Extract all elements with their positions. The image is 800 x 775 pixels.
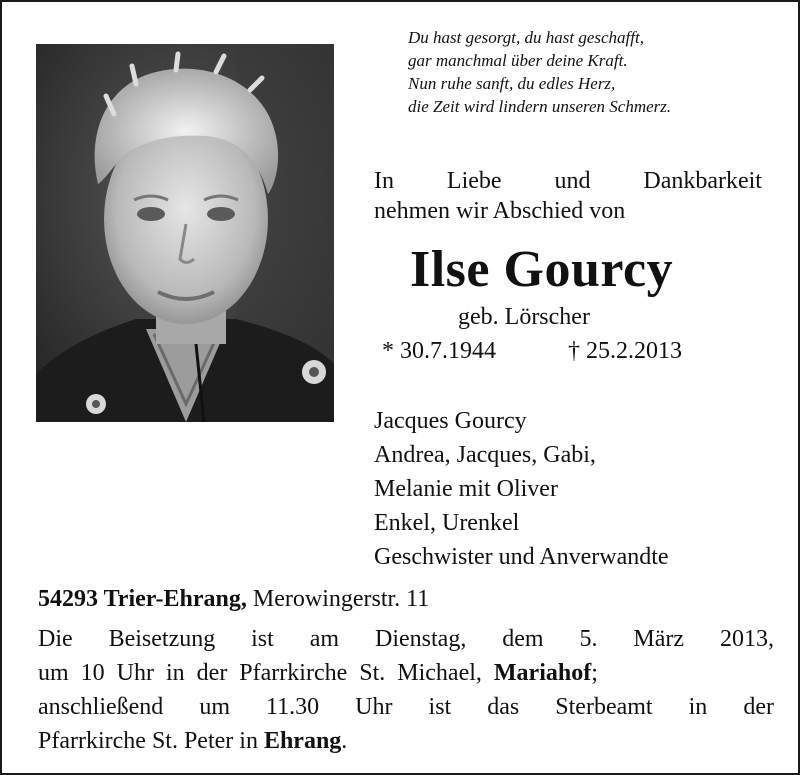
life-dates bbox=[382, 336, 712, 366]
death-date: † 25.2.2013 bbox=[568, 338, 682, 364]
deceased-name: Ilse Gourcy bbox=[410, 241, 674, 298]
memorial-poem bbox=[408, 26, 788, 118]
funeral-text: um 10 Uhr in der Pfarrkirche St. Michael, bbox=[38, 660, 482, 686]
funeral-word: am bbox=[309, 626, 340, 652]
intro-line-2: nehmen wir Abschied von bbox=[374, 198, 626, 224]
address-city: 54293 Trier-Ehrang, bbox=[38, 586, 247, 612]
mourner-line: Melanie mit Oliver bbox=[374, 476, 558, 502]
funeral-word: das bbox=[487, 694, 520, 720]
funeral-word: Die bbox=[38, 626, 73, 652]
address-street: Merowingerstr. 11 bbox=[252, 586, 430, 612]
funeral-line-1 bbox=[38, 622, 774, 656]
intro-line-1 bbox=[374, 166, 762, 196]
funeral-word: Dienstag, bbox=[375, 626, 467, 652]
funeral-word: dem bbox=[502, 626, 544, 652]
mourners-list bbox=[374, 404, 784, 574]
funeral-line-4 bbox=[38, 724, 774, 758]
intro-word: und bbox=[554, 168, 591, 194]
family-address bbox=[38, 584, 429, 614]
funeral-word: anschließend bbox=[38, 694, 164, 720]
mourner-line: Enkel, Urenkel bbox=[374, 510, 520, 536]
funeral-line-2 bbox=[38, 656, 774, 690]
farewell-intro bbox=[374, 166, 762, 226]
funeral-word: ist bbox=[251, 626, 274, 652]
poem-line: Du hast gesorgt, du hast geschafft, bbox=[408, 28, 644, 47]
funeral-punctuation: ; bbox=[591, 660, 598, 686]
funeral-word: ist bbox=[428, 694, 452, 720]
funeral-location-bold: Mariahof bbox=[493, 660, 592, 686]
funeral-word: Uhr bbox=[355, 694, 393, 720]
portrait-illustration bbox=[36, 44, 334, 422]
funeral-details bbox=[38, 622, 774, 758]
intro-word: Dankbarkeit bbox=[643, 168, 762, 194]
mourner-line: Andrea, Jacques, Gabi, bbox=[374, 442, 596, 468]
funeral-word: 2013, bbox=[719, 626, 774, 652]
funeral-punctuation: . bbox=[341, 728, 348, 754]
funeral-word: 5. bbox=[579, 626, 598, 652]
maiden-name: geb. Lörscher bbox=[458, 304, 590, 330]
funeral-place-bold: Ehrang bbox=[263, 728, 342, 754]
birth-date: * 30.7.1944 bbox=[382, 338, 496, 364]
mourner-line: Jacques Gourcy bbox=[374, 408, 527, 434]
intro-word: In bbox=[374, 168, 394, 194]
funeral-line-3 bbox=[38, 690, 774, 724]
mourner-line: Geschwister und Anverwandte bbox=[374, 544, 669, 570]
poem-line: gar manchmal über deine Kraft. bbox=[408, 51, 628, 70]
funeral-word: der bbox=[743, 694, 774, 720]
funeral-word: Beisetzung bbox=[108, 626, 216, 652]
funeral-text: Pfarrkirche St. Peter in bbox=[38, 728, 264, 754]
portrait-photo bbox=[36, 44, 334, 422]
intro-word: Liebe bbox=[446, 168, 502, 194]
poem-line: die Zeit wird lindern unseren Schmerz. bbox=[408, 97, 672, 116]
funeral-word: Sterbeamt bbox=[555, 694, 653, 720]
funeral-word: März bbox=[633, 626, 685, 652]
poem-line: Nun ruhe sanft, du edles Herz, bbox=[408, 74, 616, 93]
funeral-word: in bbox=[688, 694, 708, 720]
funeral-word: um bbox=[199, 694, 230, 720]
funeral-word: 11.30 bbox=[266, 694, 320, 720]
